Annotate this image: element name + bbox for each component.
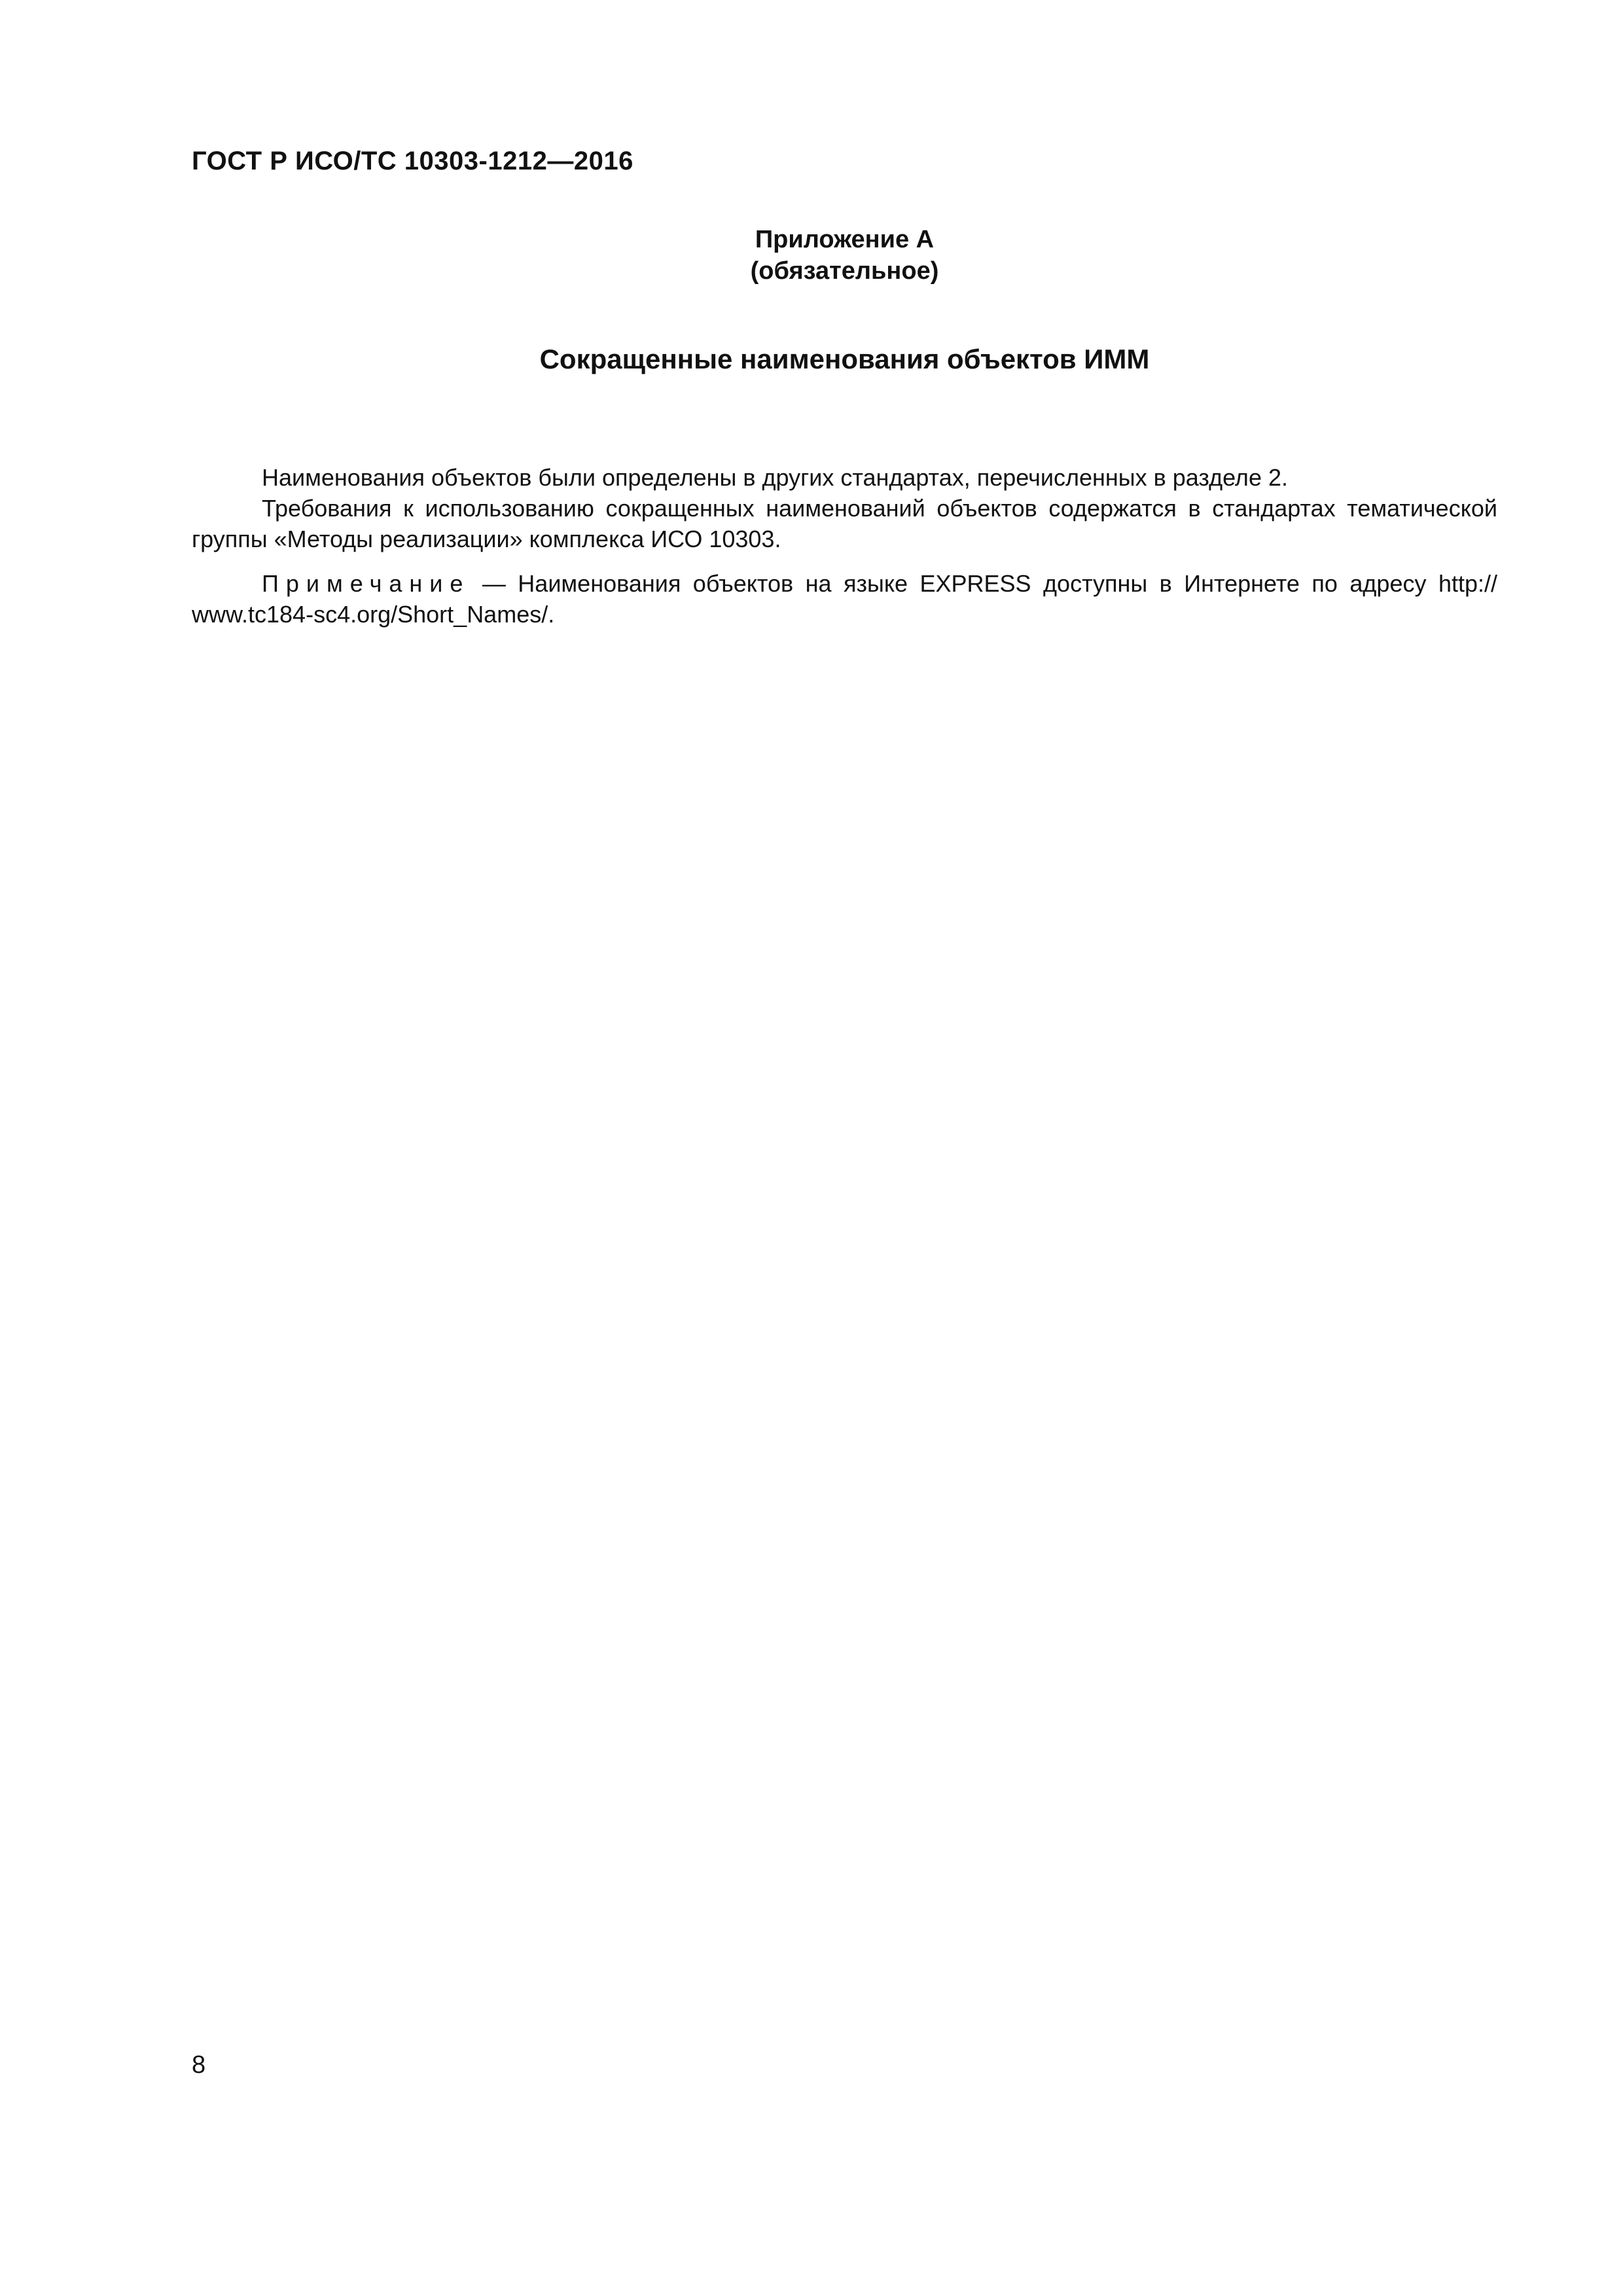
standard-code-header: ГОСТ Р ИСО/ТС 10303-1212—2016 xyxy=(192,147,633,175)
note-text: — Наименования объектов на языке EXPRESS доступны в Интернете по адресу http:// www.tc184-sc4.org/Short_Names/. xyxy=(192,570,1497,628)
section-title: Сокращенные наименования объектов ИММ xyxy=(539,344,1150,374)
note-label: Примечание xyxy=(262,570,471,597)
paragraph: Требования к использованию сокращенных наименований объектов содержатся в стандартах тематической группы «Методы реализации» комплекса ИСО 10303. xyxy=(192,495,1497,552)
appendix-status: (обязательное) xyxy=(750,257,939,285)
paragraph: Наименования объектов были определены в других стандартах, перечисленных в разделе 2. xyxy=(262,464,1288,491)
page-number: 8 xyxy=(192,2051,206,2079)
note-paragraph xyxy=(192,568,1497,630)
appendix-heading xyxy=(388,224,1301,287)
appendix-title: Приложение А xyxy=(755,226,935,253)
body-text xyxy=(192,462,1497,630)
